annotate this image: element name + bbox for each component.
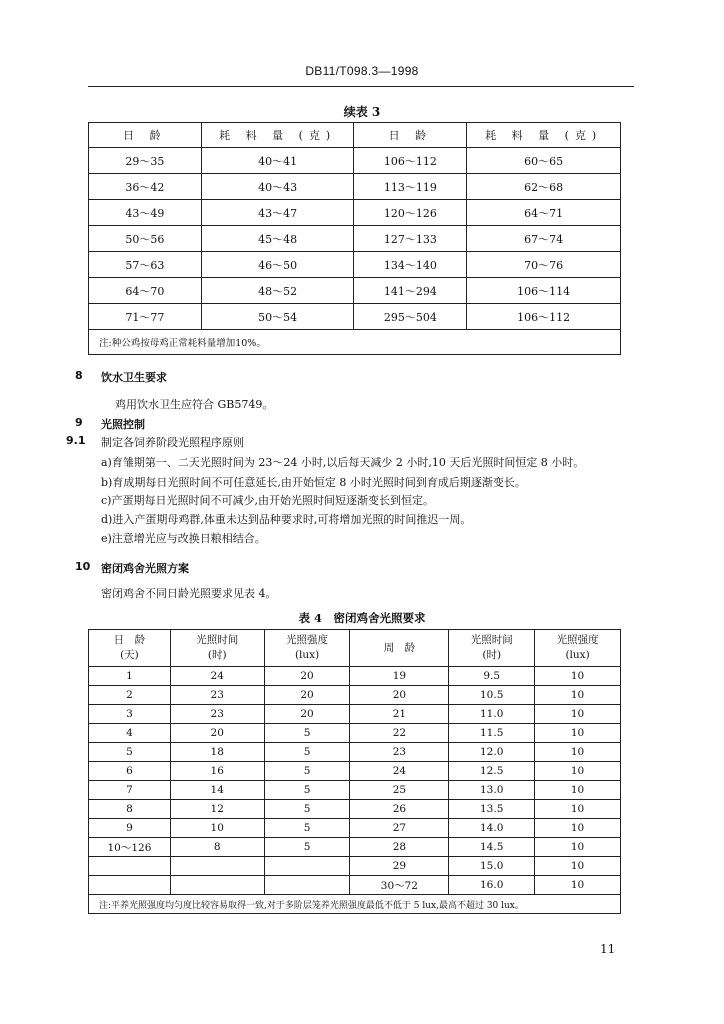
column-header: 光照强度 (lux) xyxy=(535,630,621,667)
table-row xyxy=(89,800,621,819)
table-cell: 50～54 xyxy=(201,304,354,330)
table-cell: 10.5 xyxy=(449,686,535,705)
table-cell: 40～41 xyxy=(201,148,354,174)
table-cell: 15.0 xyxy=(449,857,535,876)
table3-title: 续表 3 xyxy=(343,105,381,119)
table-row xyxy=(89,819,621,838)
table-row xyxy=(89,278,621,304)
table-cell: 23 xyxy=(170,705,264,724)
table-cell: 20 xyxy=(170,724,264,743)
table-row xyxy=(89,724,621,743)
table-cell: 40～43 xyxy=(201,174,354,200)
table-cell: 10 xyxy=(535,686,621,705)
table-row xyxy=(89,252,621,278)
table-cell: 36～42 xyxy=(89,174,202,200)
table-cell: 3 xyxy=(89,705,171,724)
table-cell: 10 xyxy=(535,781,621,800)
column-header: 光照时间 (时) xyxy=(170,630,264,667)
list-item: c)产蛋期每日光照时间不可减少,由开始光照时间短逐渐变长到恒定。 xyxy=(101,494,434,507)
table-cell: 22 xyxy=(350,724,449,743)
table-cell: 295～504 xyxy=(354,304,467,330)
table-cell: 50～56 xyxy=(89,226,202,252)
section-10-number: 10 xyxy=(75,560,91,573)
table-row xyxy=(89,781,621,800)
table-cell: 24 xyxy=(350,762,449,781)
table-cell: 10 xyxy=(535,876,621,895)
table-cell: 14 xyxy=(170,781,264,800)
table-header-row xyxy=(89,630,621,667)
table-cell: 6 xyxy=(89,762,171,781)
table-row xyxy=(89,705,621,724)
standard-code: DB11/T098.3—1998 xyxy=(305,64,419,78)
table-cell: 10 xyxy=(535,705,621,724)
table-cell: 10 xyxy=(535,800,621,819)
lighting-requirements-table xyxy=(88,629,621,914)
table-cell: 14.5 xyxy=(449,838,535,857)
table-cell: 127～133 xyxy=(354,226,467,252)
table-cell: 8 xyxy=(170,838,264,857)
table-cell: 9.5 xyxy=(449,667,535,686)
table-cell: 10 xyxy=(535,819,621,838)
table-cell: 5 xyxy=(264,800,350,819)
table-cell: 5 xyxy=(264,743,350,762)
section-9-1-title: 制定各饲养阶段光照程序原则 xyxy=(101,436,244,449)
column-header: 光照强度 (lux) xyxy=(264,630,350,667)
table-cell: 43～49 xyxy=(89,200,202,226)
table-row xyxy=(89,838,621,857)
table-cell: 64～70 xyxy=(89,278,202,304)
table-cell: 62～68 xyxy=(467,174,621,200)
column-header: 日 龄 (天) xyxy=(89,630,171,667)
column-header: 日 龄 xyxy=(354,123,467,148)
table-cell: 20 xyxy=(264,705,350,724)
table-cell: 5 xyxy=(264,819,350,838)
table-row xyxy=(89,686,621,705)
table4-note: 注:平养光照强度均匀度比较容易取得一致,对于多阶层笼养光照强度最低不低于 5 lux,最高不超过 30 lux。 xyxy=(89,895,621,914)
table-cell: 11.0 xyxy=(449,705,535,724)
table-header-row xyxy=(89,123,621,148)
table-cell xyxy=(264,857,350,876)
header-rule xyxy=(88,86,634,87)
table-cell: 12 xyxy=(170,800,264,819)
table-row xyxy=(89,174,621,200)
table-row xyxy=(89,148,621,174)
table-cell: 5 xyxy=(264,762,350,781)
section-8-number: 8 xyxy=(75,369,83,382)
table-cell: 29 xyxy=(350,857,449,876)
list-item: b)育成期每日光照时间不可任意延长,由开始恒定 8 小时光照时间到育成后期逐渐变长。 xyxy=(101,476,526,489)
table-cell xyxy=(264,876,350,895)
table-cell: 120～126 xyxy=(354,200,467,226)
section-9-title: 光照控制 xyxy=(101,418,145,431)
table-cell: 20 xyxy=(264,686,350,705)
list-item: a)育雏期第一、二天光照时间为 23～24 小时,以后每天减少 2 小时,10 天后光照时间恒定 8 小时。 xyxy=(101,456,585,469)
table3-note: 注:种公鸡按母鸡正常耗料量增加10%。 xyxy=(89,330,621,355)
table-cell: 2 xyxy=(89,686,171,705)
list-item: d)进入产蛋期母鸡群,体重未达到品种要求时,可将增加光照的时间推迟一周。 xyxy=(101,513,472,526)
section-9-number: 9 xyxy=(75,416,83,429)
section-10-text: 密闭鸡舍不同日龄光照要求见表 4。 xyxy=(101,587,277,600)
table-cell: 20 xyxy=(350,686,449,705)
column-header: 日 龄 xyxy=(89,123,202,148)
table-cell: 27 xyxy=(350,819,449,838)
table-cell: 10 xyxy=(170,819,264,838)
page-number: 11 xyxy=(600,942,616,956)
table-cell: 1 xyxy=(89,667,171,686)
table-row xyxy=(89,226,621,252)
table-cell xyxy=(170,857,264,876)
table-cell: 71～77 xyxy=(89,304,202,330)
section-8-text: 鸡用饮水卫生应符合 GB5749。 xyxy=(115,398,274,411)
table-cell: 60～65 xyxy=(467,148,621,174)
table-cell: 10～126 xyxy=(89,838,171,857)
table-cell: 23 xyxy=(170,686,264,705)
table-cell: 67～74 xyxy=(467,226,621,252)
table-cell: 106～112 xyxy=(467,304,621,330)
table4-title: 表 4 密闭鸡舍光照要求 xyxy=(298,611,426,625)
table-cell: 19 xyxy=(350,667,449,686)
table-cell xyxy=(89,876,171,895)
table-cell: 43～47 xyxy=(201,200,354,226)
table-cell: 10 xyxy=(535,724,621,743)
table-cell: 12.0 xyxy=(449,743,535,762)
table-cell: 16.0 xyxy=(449,876,535,895)
section-10-title: 密闭鸡舍光照方案 xyxy=(101,562,189,575)
table-cell: 26 xyxy=(350,800,449,819)
table-cell: 28 xyxy=(350,838,449,857)
table-cell: 134～140 xyxy=(354,252,467,278)
column-header: 耗 料 量 (克) xyxy=(201,123,354,148)
table-cell: 13.0 xyxy=(449,781,535,800)
list-item: e)注意增光应与改换日粮相结合。 xyxy=(101,532,266,545)
table-row xyxy=(89,304,621,330)
table-cell: 10 xyxy=(535,838,621,857)
table-row xyxy=(89,667,621,686)
table-cell: 16 xyxy=(170,762,264,781)
table-cell: 8 xyxy=(89,800,171,819)
table-cell: 25 xyxy=(350,781,449,800)
table-cell: 141～294 xyxy=(354,278,467,304)
table-cell: 10 xyxy=(535,857,621,876)
table-cell: 10 xyxy=(535,743,621,762)
table-cell: 45～48 xyxy=(201,226,354,252)
table-cell: 24 xyxy=(170,667,264,686)
table-cell: 46～50 xyxy=(201,252,354,278)
column-header: 光照时间 (时) xyxy=(449,630,535,667)
table-cell: 18 xyxy=(170,743,264,762)
table-cell xyxy=(89,857,171,876)
table-cell: 106～114 xyxy=(467,278,621,304)
table-cell: 57～63 xyxy=(89,252,202,278)
table-cell: 11.5 xyxy=(449,724,535,743)
table-cell: 70～76 xyxy=(467,252,621,278)
table-cell: 5 xyxy=(89,743,171,762)
table-cell xyxy=(170,876,264,895)
table-row xyxy=(89,743,621,762)
table-row xyxy=(89,762,621,781)
table-cell: 12.5 xyxy=(449,762,535,781)
table-cell: 113～119 xyxy=(354,174,467,200)
table-cell: 4 xyxy=(89,724,171,743)
table-cell: 5 xyxy=(264,838,350,857)
table-cell: 13.5 xyxy=(449,800,535,819)
table-cell: 48～52 xyxy=(201,278,354,304)
column-header: 周 龄 xyxy=(350,630,449,667)
table-row xyxy=(89,876,621,895)
feed-consumption-table xyxy=(88,122,621,355)
table-cell: 7 xyxy=(89,781,171,800)
table-cell: 20 xyxy=(264,667,350,686)
table-cell: 23 xyxy=(350,743,449,762)
table-cell: 14.0 xyxy=(449,819,535,838)
table-cell: 21 xyxy=(350,705,449,724)
table-cell: 106～112 xyxy=(354,148,467,174)
table-cell: 5 xyxy=(264,724,350,743)
table-cell: 30～72 xyxy=(350,876,449,895)
section-8-title: 饮水卫生要求 xyxy=(101,371,167,384)
table-cell: 9 xyxy=(89,819,171,838)
table-cell: 29～35 xyxy=(89,148,202,174)
section-9-1-number: 9.1 xyxy=(66,434,86,447)
table-cell: 10 xyxy=(535,667,621,686)
table-cell: 10 xyxy=(535,762,621,781)
column-header: 耗 料 量 (克) xyxy=(467,123,621,148)
table-cell: 64～71 xyxy=(467,200,621,226)
table-cell: 5 xyxy=(264,781,350,800)
table-row xyxy=(89,200,621,226)
table-row xyxy=(89,857,621,876)
